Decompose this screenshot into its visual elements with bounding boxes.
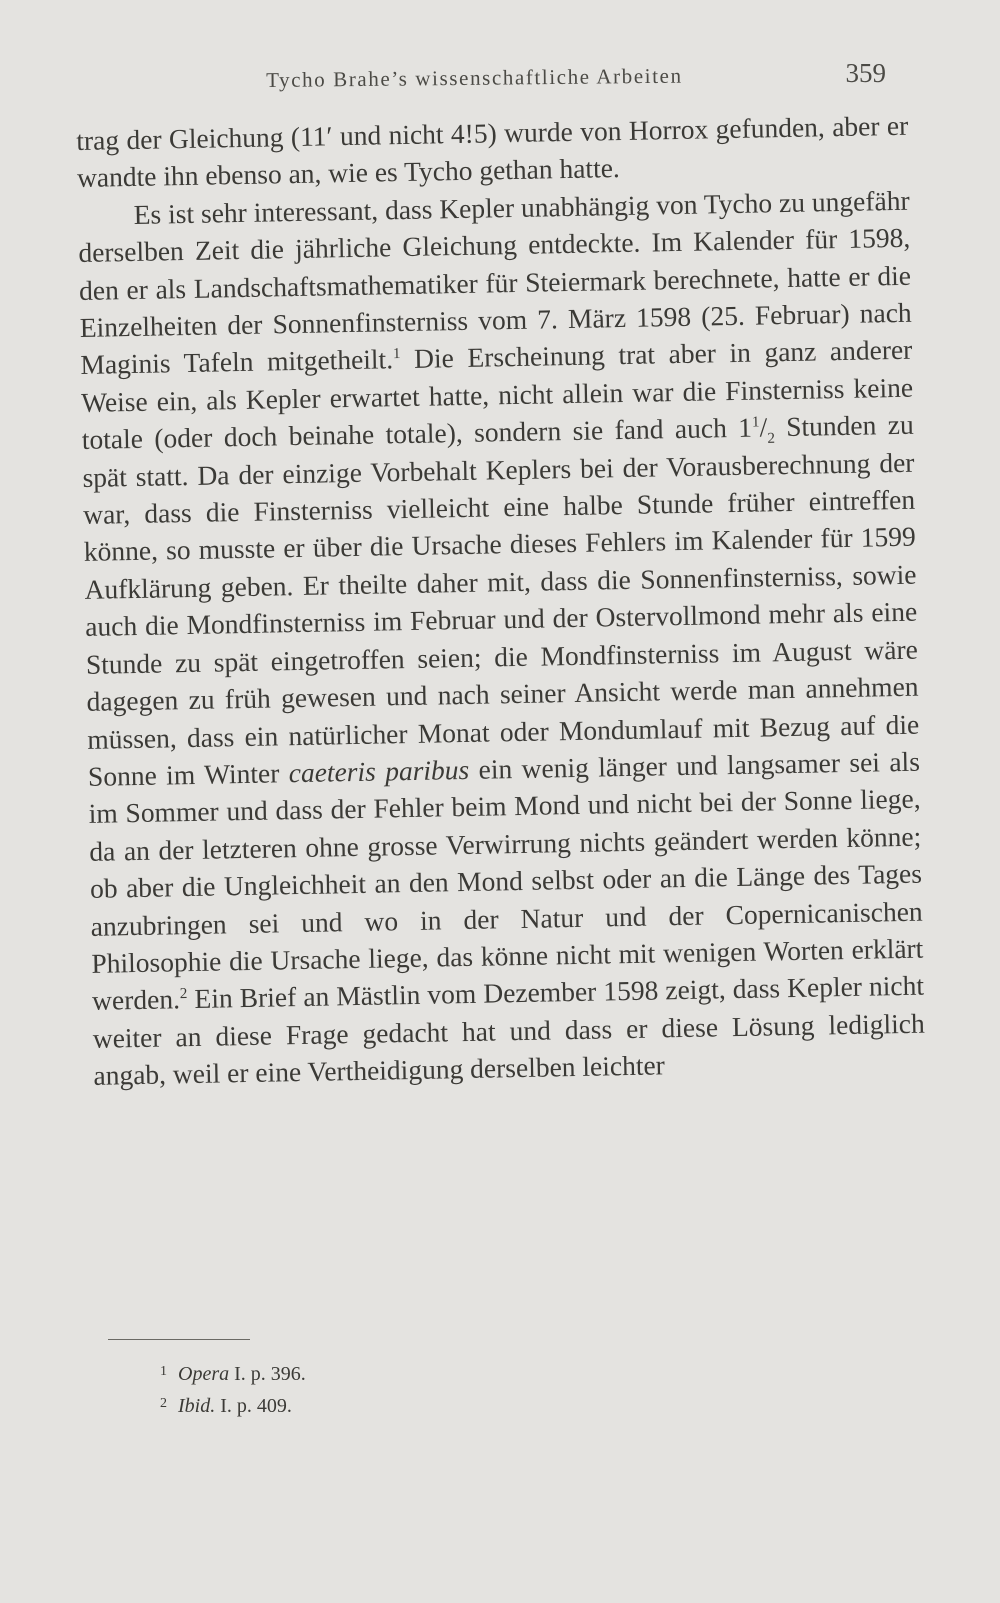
italic-phrase: caeteris paribus [288, 753, 470, 789]
fraction-slash: / [759, 411, 768, 443]
footnote-1-source: Opera [178, 1363, 230, 1385]
footnote-divider [108, 1339, 250, 1340]
page-header [74, 58, 894, 98]
paragraph-2-text-e: Ein Brief an Mästlin vom Dezember 1598 zeigt, dass Kepler nicht weiter an diese Frage gedacht hat und dass er diese Lösung lediglich angab, weil er eine Vertheidigung derselben leichter [92, 969, 925, 1091]
footnotes [160, 1357, 306, 1421]
paragraph-2-text-c: Stunden zu spät statt. Da der einzige Vorbehalt Keplers bei der Vorausberechnung der war, dass die Finsterniss vielleicht eine halbe Stunde früher eintreffen könne, so musste er über die Ursache dieses Fehlers im Kalender für 1599 Aufklärung geben. Er theilte daher mit, dass die Sonnenfinsterniss, sowie auch die Mondfinsterniss im Februar und der Ostervollmond mehr als eine Stunde zu spät eingetroffen seien; die Mondfinsterniss im August wäre dagegen zu früh gewesen und nach seiner Ansicht werde man annehmen müssen, dass ein natürlicher Monat oder Mondumlauf mit Bezug auf die Sonne im Winter [82, 408, 920, 792]
footnote-2 [160, 1389, 306, 1421]
paragraph-2-text-a: Es ist sehr interessant, dass Kepler unabhängig von Tycho zu ungefähr derselben Zeit die jährliche Gleichung entdeckte. Im Kalender für 1598, den er als Landschaftsmathematiker für Steiermark berechnete, hatte er die Einzelheiten der Sonnenfinsterniss vom 7. März 1598 (25. Februar) nach Maginis Tafeln mitgetheilt. [78, 184, 912, 381]
paragraph-2-text-b: Die Erscheinung trat aber in ganz anderer Weise ein, als Kepler erwartet hatte, nicht allein war die Finsterniss keine totale (oder doch beinahe totale), sondern sie fand auch [80, 334, 914, 456]
page-number: 359 [845, 58, 886, 88]
footnote-2-mark: 2 [160, 1396, 167, 1411]
footnote-2-source: Ibid. [178, 1395, 216, 1417]
footnote-1 [160, 1357, 306, 1389]
footnote-ref-1: 1 [392, 346, 401, 363]
footnote-ref-2: 2 [179, 986, 188, 1003]
footnote-1-mark: 1 [160, 1364, 167, 1379]
footnote-2-citation: I. p. 409. [215, 1395, 292, 1417]
body-text [76, 107, 926, 1095]
fraction-denominator: 2 [767, 430, 776, 448]
fraction-numerator: 1 [751, 414, 760, 431]
running-title: Tycho Brahe’s wissenschaftliche Arbeiten [266, 63, 683, 92]
paragraph-1-text: trag der Gleichung (11′ und nicht 4!5) wurde von Horrox gefunden, aber er wandte ihn ebenso an, wie es Tycho gethan hatte. [76, 109, 909, 194]
fraction-whole: 1 [737, 411, 753, 444]
footnote-1-citation: I. p. 396. [229, 1363, 306, 1385]
paragraph-2 [77, 182, 925, 1095]
paragraph-2-text-d: ein wenig länger und langsamer sei als im Sommer und dass der Fehler beim Mond und nicht bei der Sonne liege, da an der letzteren ohne grosse Verwirrung nichts geändert werden könne; ob aber die Ungleichheit an den Mond selbst oder an die Länge des Tages anzubringen sei und wo in der Natur und der Copernicanischen Philosophie die Ursache liege, das könne nicht mit wenigen Worten erklärt werden. [88, 745, 924, 1017]
